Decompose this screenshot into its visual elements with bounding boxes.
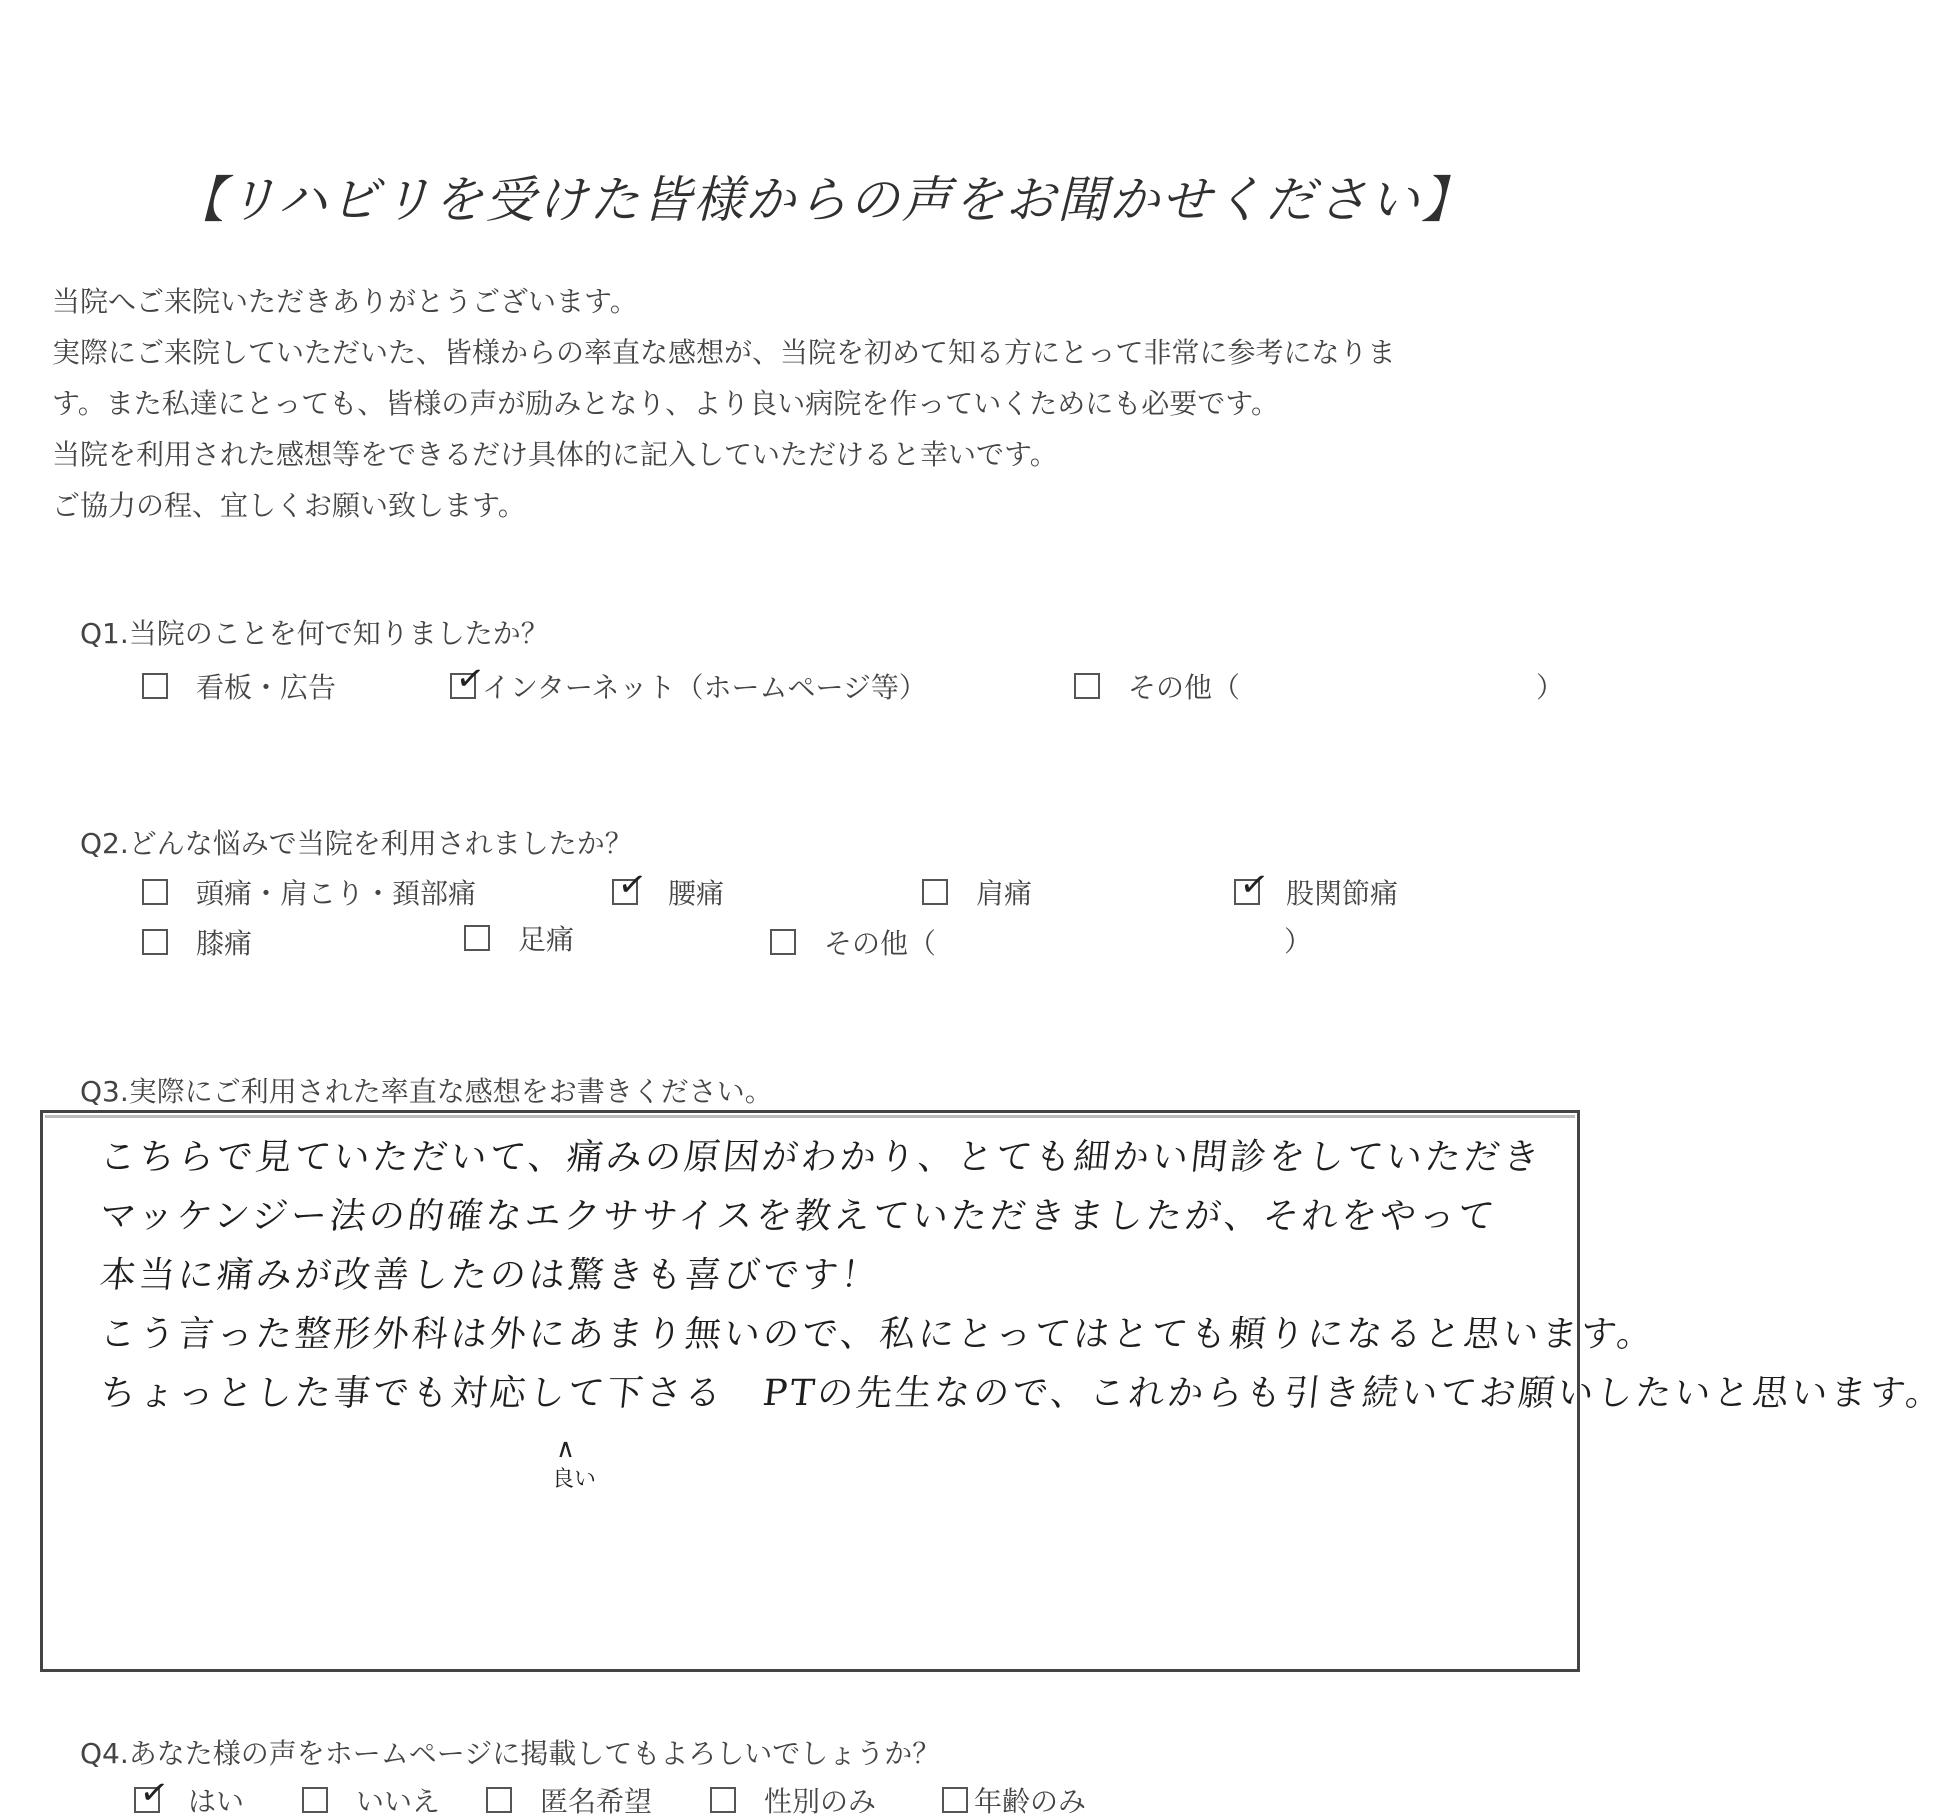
option-label: 股関節痛 [1286,877,1399,910]
option-label: その他（ [824,927,937,960]
q1-other-close-paren: ） [1536,671,1565,704]
checkbox[interactable] [142,673,168,699]
intro-line: 当院へご来院いただきありがとうございます。 [52,285,638,318]
intro-text [52,276,1612,531]
option-label: いいえ [356,1785,441,1818]
intro-line: 実際にご来院していただいた、皆様からの率直な感想が、当院を初めて知る方にとって非常に参考になりま [52,336,1396,369]
checkbox[interactable] [142,879,168,905]
q4-option-age-only[interactable] [942,1780,1086,1820]
q2-option-knee[interactable] [142,922,252,962]
intro-line: 当院を利用された感想等をできるだけ具体的に記入していただけると幸いです。 [52,438,1058,471]
q4-option-anonymous[interactable] [486,1780,652,1820]
q2-option-shoulder[interactable] [922,872,1032,912]
q4-option-no[interactable] [302,1780,440,1820]
q4-option-yes[interactable] [134,1771,245,1820]
q2-other-close-paren: ） [1284,925,1313,958]
checkbox[interactable] [486,1787,512,1813]
q2-option-foot[interactable] [464,918,574,958]
answer-line: 本当に痛みが改善したのは驚きも喜びです！ [97,1255,883,1296]
option-label: その他（ [1128,671,1241,704]
checkbox[interactable] [942,1787,968,1813]
option-label: 肩痛 [976,877,1033,910]
checkbox[interactable] [770,929,796,955]
q4-question: Q4.あなた様の声をホームページに掲載してもよろしいでしょうか？ [80,1737,941,1770]
answer-line: ちょっとした事でも対応して下さる PTの先生なので、これからも引き続いてお願いしたいと思います。 [97,1373,1947,1414]
intro-line: ご協力の程、宜しくお願い致します。 [52,489,526,522]
checkbox-checked[interactable] [1234,863,1272,907]
q1-option-internet[interactable] [450,657,927,706]
checkbox[interactable] [710,1787,736,1813]
checkbox-checked[interactable] [134,1771,172,1815]
check-mark-icon: ✓ [137,1771,172,1815]
insertion-caret [552,1434,597,1492]
option-label: インターネット（ホームページ等） [482,671,927,704]
checkbox[interactable] [922,879,948,905]
q2-option-lowback[interactable] [612,863,725,912]
option-label: 看板・広告 [196,671,337,704]
insertion-text: 良い [552,1467,597,1492]
q2-question: Q2.どんな悩みで当院を利用されましたか？ [80,827,633,860]
q4-option-gender-only[interactable] [710,1780,876,1820]
answer-line: マッケンジー法の的確なエクササイスを教えていただきましたが、それをやって [97,1196,1500,1237]
option-label: 頭痛・肩こり・頚部痛 [196,877,477,910]
handwritten-answer [97,1128,1947,1423]
option-label: 年齢のみ [974,1785,1087,1818]
option-label: 性別のみ [764,1785,877,1818]
page-title: 【リハビリを受けた皆様からの声をお聞かせください】 [174,171,1474,229]
option-label: 腰痛 [668,877,725,910]
q3-question: Q3.実際にご利用された率直な感想をお書きください。 [80,1075,773,1108]
check-mark-icon: ✓ [453,657,488,701]
intro-line: す。また私達にとっても、皆様の声が励みとなり、より良い病院を作っていくためにも必要です。 [52,387,1279,420]
q2-option-hip[interactable] [1234,863,1399,912]
answer-line: こう言った整形外科は外にあまり無いので、私にとってはとても頼りになると思います。 [97,1314,1658,1355]
checkbox[interactable] [1074,673,1100,699]
checkbox-checked[interactable] [450,657,488,701]
option-label: 足痛 [518,923,575,956]
answer-line: こちらで見ていただいて、痛みの原因がわかり、とても細かい問診をしていただき [97,1137,1545,1178]
check-mark-icon: ✓ [615,863,650,907]
option-label: 膝痛 [196,927,253,960]
q2-option-other[interactable] [770,922,936,962]
option-label: はい [188,1785,245,1818]
q1-question: Q1.当院のことを何で知りましたか？ [80,617,549,650]
checkbox[interactable] [302,1787,328,1813]
checkbox-checked[interactable] [612,863,650,907]
checkbox[interactable] [464,925,490,951]
option-label: 匿名希望 [540,1785,653,1818]
insertion-mark: ∧ [556,1434,576,1464]
check-mark-icon: ✓ [1237,863,1272,907]
q1-option-signboard[interactable] [142,666,336,706]
q2-option-headache[interactable] [142,872,476,912]
q1-option-other[interactable] [1074,666,1240,706]
checkbox[interactable] [142,929,168,955]
